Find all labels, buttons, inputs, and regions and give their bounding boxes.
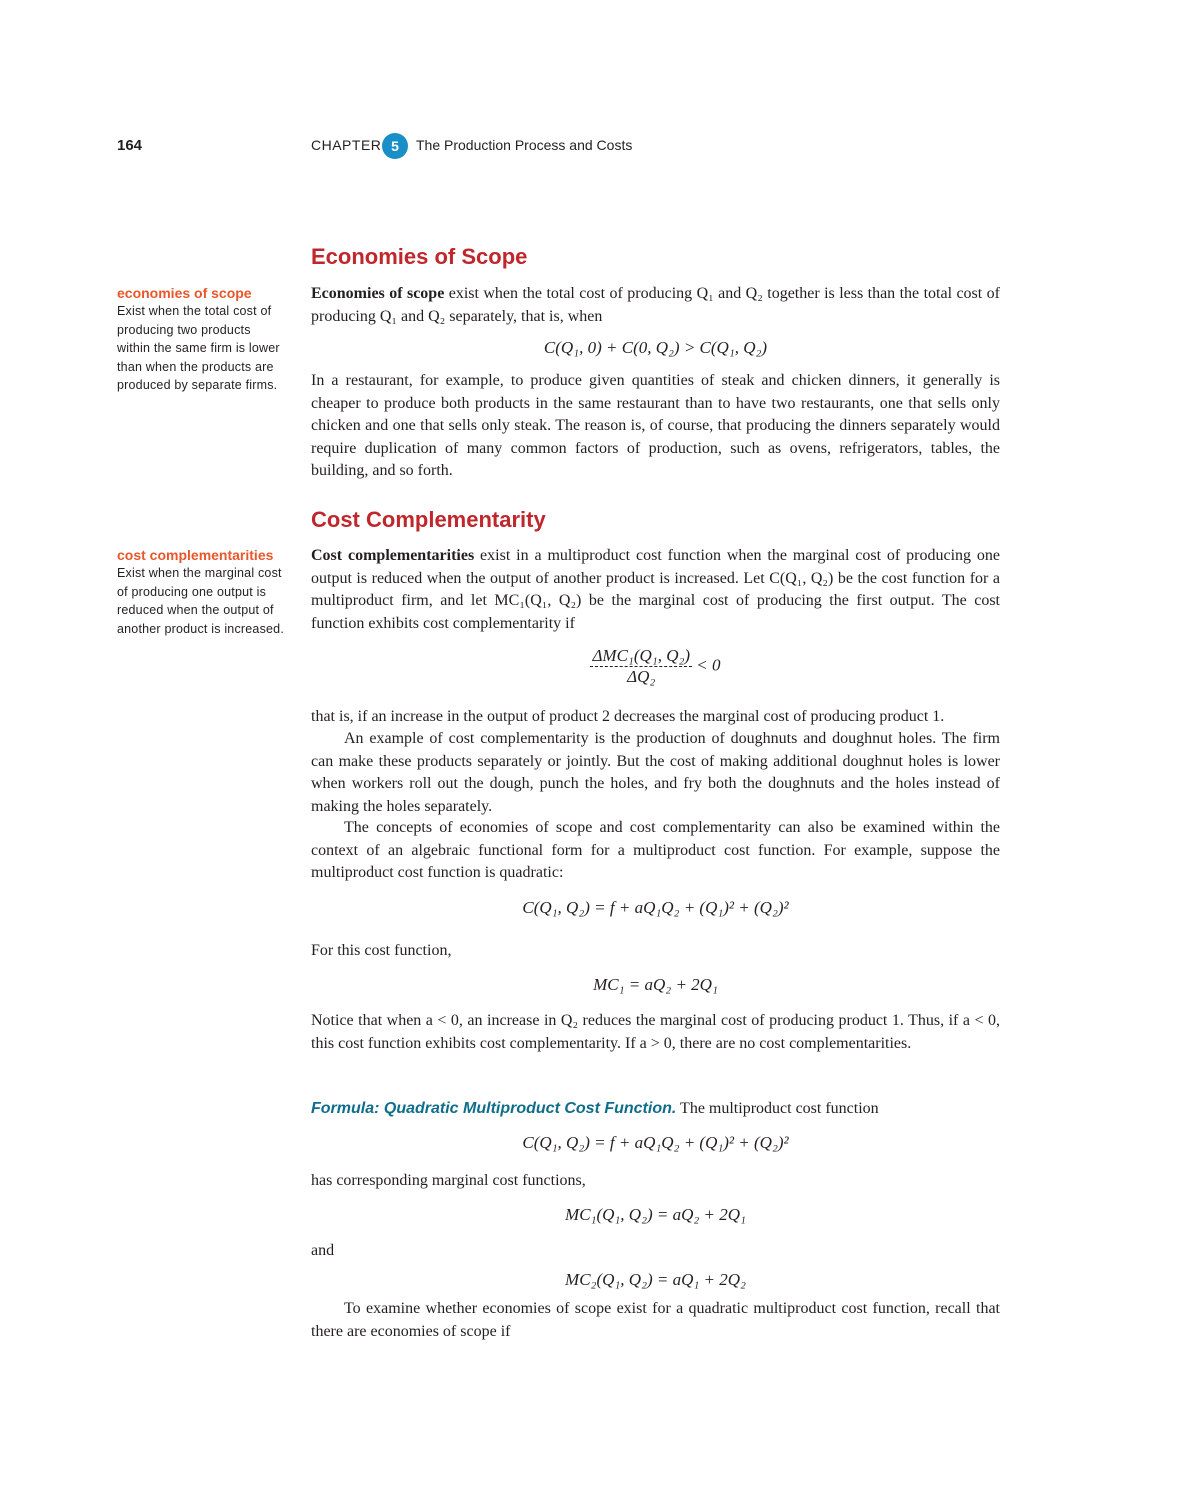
paragraph-text: exist in a multiproduct cost function when the marginal cost of producing one output is reduced when the output of another product is increased. Let C(Q₁, Q₂) be the cost function for a multiproduct firm, and let MC₁(Q₁, Q₂) be the marginal cost of producing the first output. The cost function exhibits cost complementarity if [311,547,1000,632]
margin-definition: Exist when the total cost of producing two products within the same firm is lower than when the products are produced by separate firms. [117,304,280,392]
paragraph-quadratic-intro: The concepts of economies of scope and cost complementarity can also be examined within the context of an algebraic functional form for a multiproduct cost function. For example, suppose the multiproduct cost function is quadratic: [311,819,1000,881]
margin-term: economies of scope [117,285,252,301]
key-term: Economies of scope [311,285,445,302]
equation-quadratic-cost-repeat: C(Q₁, Q₂) = f + aQ₁Q₂ + (Q₁)² + (Q₂)² [522,1133,789,1152]
equation-quadratic-cost: C(Q₁, Q₂) = f + aQ₁Q₂ + (Q₁)² + (Q₂)² [522,898,789,917]
paragraph-doughnut-example: An example of cost complementarity is the production of doughnuts and doughnut holes. The firm can make these products separately or jointly. But the cost of making additional doughnut holes is lower when workers roll out the dough, punch the holes, and fry both the doughnuts and the holes instead of making the holes separately. [311,730,1000,815]
margin-term: cost complementarities [117,547,274,563]
margin-note-cost-complementarities [117,547,285,638]
paragraph-corresponding: has corresponding marginal cost functions, [311,1172,586,1189]
paragraph-for-this-cost: For this cost function, [311,942,452,959]
key-term: Cost complementarities [311,547,475,564]
chapter-title: The Production Process and Costs [416,137,633,153]
fraction [590,646,692,687]
paragraph-restaurant-example: In a restaurant, for example, to produce given quantities of steak and chicken dinners, it generally is cheaper to produce both products in the same restaurant than to have two restaurants, one that sells only chicken and one that sells only steak. The reason is, of course, that producing the dinners separately would require duplication of many common factors of production, such as ovens, refrigerators, tables, the building, and so forth. [311,372,1000,479]
paragraph-and: and [311,1242,335,1259]
equation-mc2: MC₂(Q₁, Q₂) = aQ₁ + 2Q₂ [565,1270,746,1289]
fraction-denominator: ΔQ₂ [627,667,656,686]
paragraph-text: exist when the total cost of producing Q₁ and Q₂ together is less than the total cost of producing Q₁ and Q₂ separately, that is, when [311,285,1000,325]
margin-note-economies-of-scope [117,285,285,395]
equation-complementarity-condition [311,646,1000,687]
paragraph-examine-scope: To examine whether economies of scope exist for a quadratic multiproduct cost function, recall that there are economies of scope if [311,1300,1000,1340]
formula-label: Formula: Quadratic Multiproduct Cost Function. [311,1100,677,1117]
paragraph-notice: Notice that when a < 0, an increase in Q₂ reduces the marginal cost of producing product 1. Thus, if a < 0, this cost function exhibits cost complementarity. If a > 0, there are no cost complementarities. [311,1012,1000,1052]
page-number: 164 [117,137,143,154]
margin-definition: Exist when the marginal cost of producing one output is reduced when the output of another product is increased. [117,566,285,636]
chapter-number-badge: 5 [382,133,408,159]
chapter-label: CHAPTER [311,137,382,153]
formula-text: The multiproduct cost function [676,1100,879,1117]
equation-economies-of-scope: C(Q₁, 0) + C(0, Q₂) > C(Q₁, Q₂) [543,338,768,357]
paragraph-scope-definition [311,283,1000,328]
equation-marginal-cost-1: MC₁ = aQ₂ + 2Q₁ [593,975,718,994]
section-heading-economies-of-scope: Economies of Scope [311,244,528,269]
paragraph-complementarity-definition [311,545,1000,635]
fraction-numerator: ΔMC₁(Q₁, Q₂) [592,646,691,665]
equation-rhs: < 0 [692,655,721,675]
paragraph-interpretation: that is, if an increase in the output of product 2 decreases the marginal cost of producing product 1. [311,708,945,725]
formula-box-intro [311,1098,1000,1121]
equation-mc1: MC₁(Q₁, Q₂) = aQ₂ + 2Q₁ [565,1205,746,1224]
section-heading-cost-complementarity: Cost Complementarity [311,507,546,532]
